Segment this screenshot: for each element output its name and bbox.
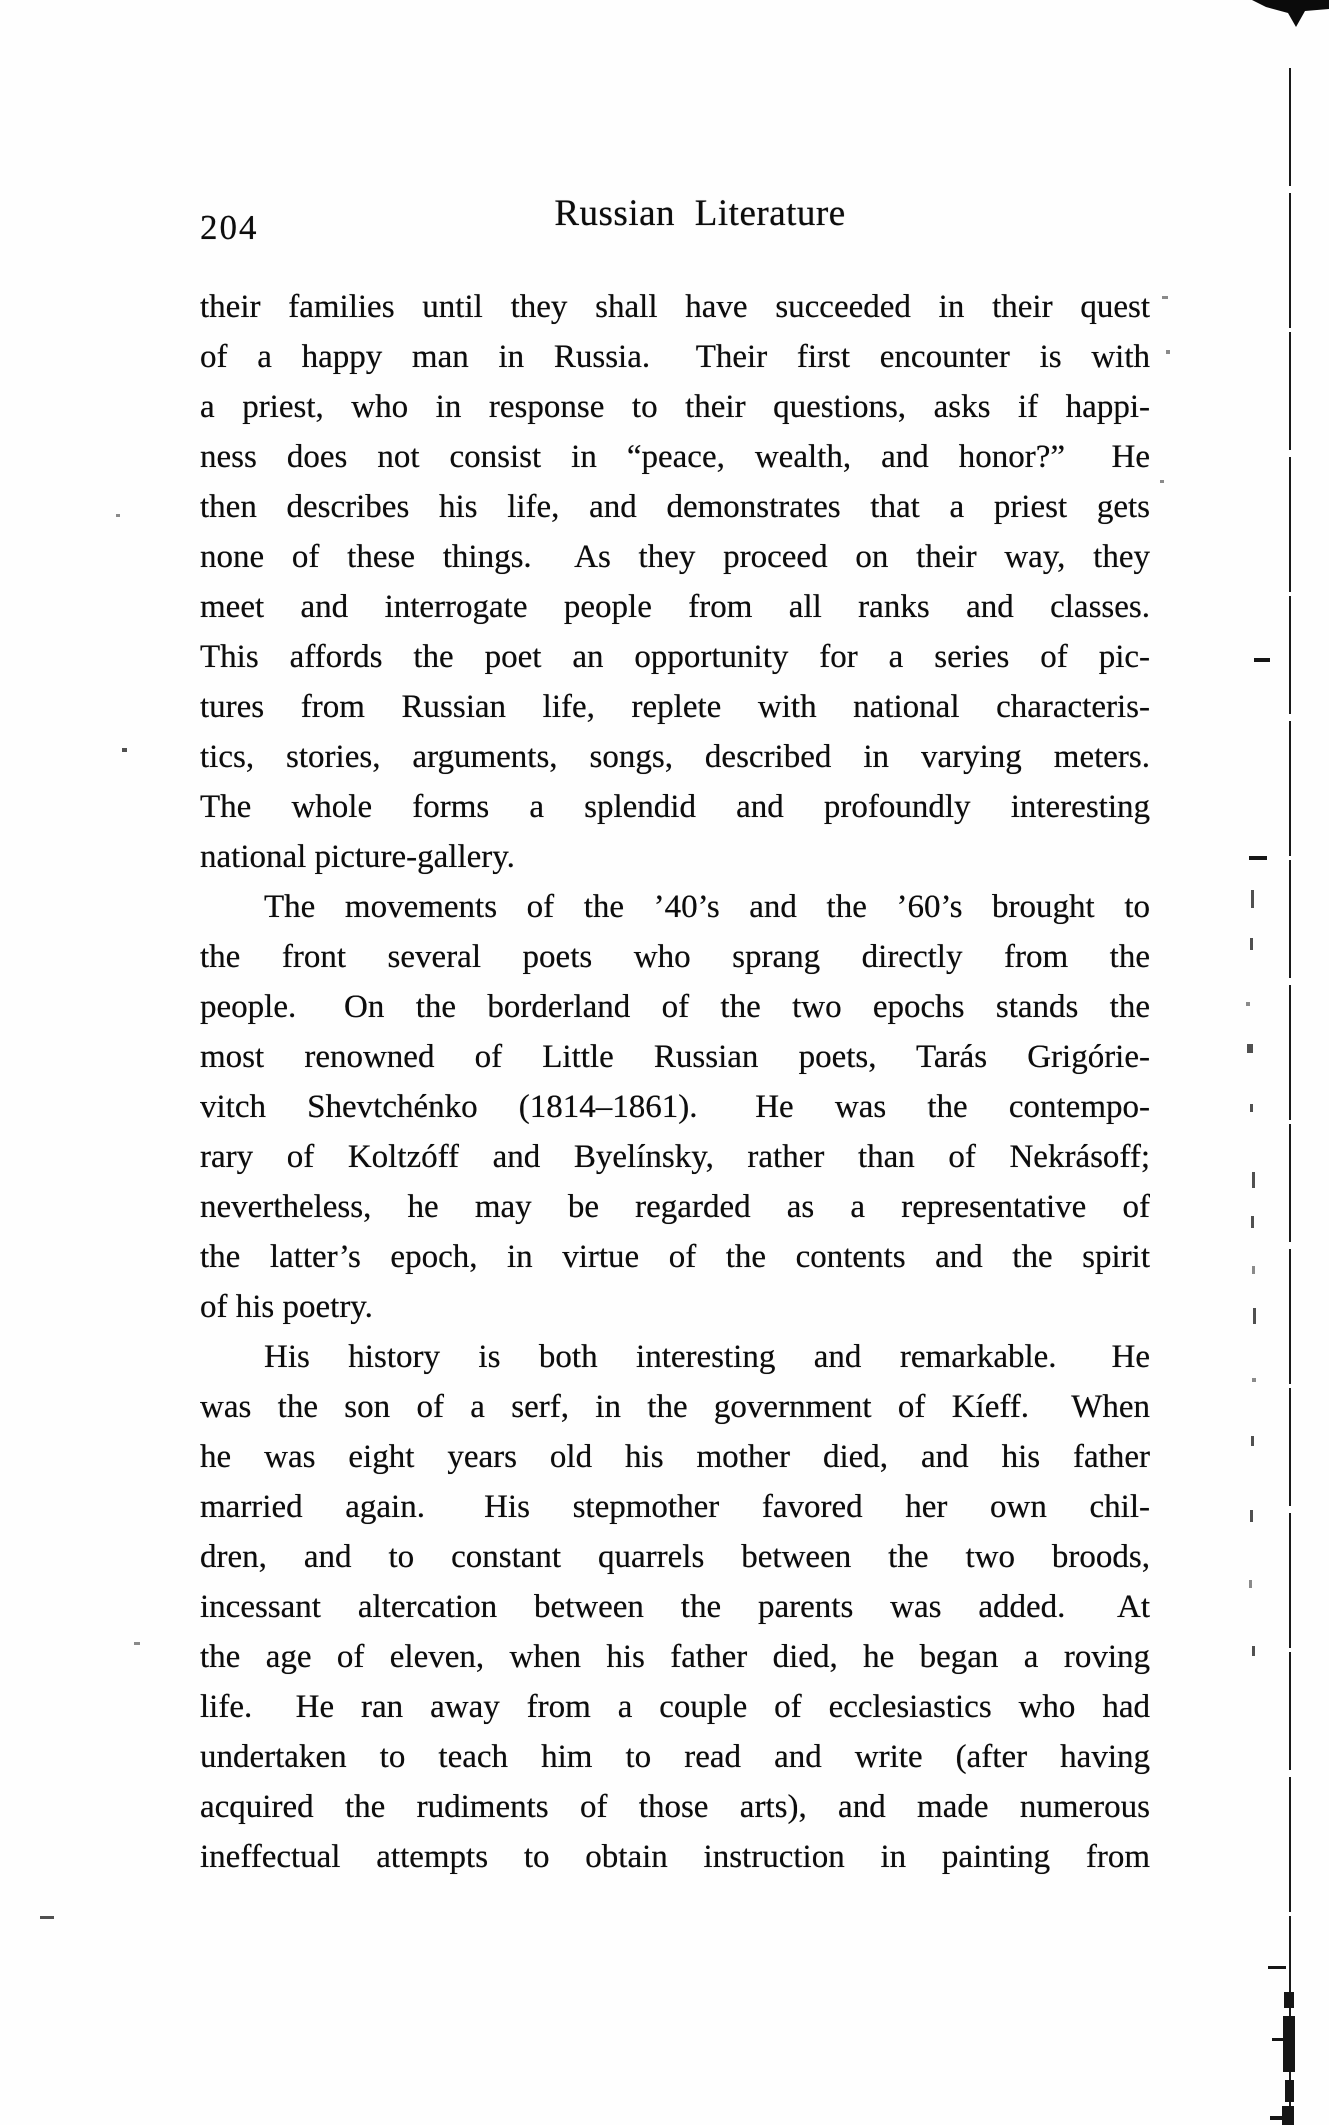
- scan-edge-line: [1289, 68, 1291, 2125]
- text-line: The movements of the ’40’s and the ’60’s brought to: [264, 889, 1150, 925]
- scan-artifact: [1166, 350, 1170, 354]
- scan-artifact: [1249, 856, 1267, 860]
- scan-artifact: [1160, 480, 1164, 483]
- text-line: most renowned of Little Russian poets, Tarás Grigórie-: [200, 1039, 1150, 1075]
- running-header: Russian Literature: [554, 193, 846, 234]
- text-line: ineffectual attempts to obtain instruction in painting from: [200, 1839, 1150, 1875]
- text-line: married again. His stepmother favored her own chil-: [200, 1489, 1150, 1525]
- scan-artifact: [122, 748, 127, 752]
- text-line: His history is both interesting and remarkable. He: [264, 1339, 1150, 1375]
- text-line: tures from Russian life, replete with national characteris-: [200, 689, 1150, 725]
- scan-artifact: [1251, 1216, 1254, 1228]
- scan-artifact: [1247, 1044, 1253, 1053]
- text-line: life. He ran away from a couple of ecclesiastics who had: [200, 1689, 1150, 1725]
- scan-artifact: [1254, 658, 1270, 662]
- text-line: the latter’s epoch, in virtue of the contents and the spirit: [200, 1239, 1150, 1275]
- scan-artifact: [1252, 1172, 1255, 1188]
- scan-artifact: [1250, 938, 1253, 950]
- scan-artifact: [1250, 1104, 1253, 1112]
- scan-artifact: [1268, 1966, 1286, 1969]
- text-line: undertaken to teach him to read and write (after having: [200, 1739, 1150, 1775]
- text-line: acquired the rudiments of those arts), and made numerous: [200, 1789, 1150, 1825]
- scan-artifact: [1252, 1378, 1256, 1382]
- text-line: ness does not consist in “peace, wealth, and honor?” He: [200, 439, 1150, 475]
- text-line: national picture-gallery.: [200, 839, 515, 875]
- scan-artifact: [134, 1642, 140, 1645]
- scan-corner-wedge: [0, 0, 1329, 40]
- text-line: the front several poets who sprang directly from the: [200, 939, 1150, 975]
- text-line: none of these things. As they proceed on their way, they: [200, 539, 1150, 575]
- text-line: vitch Shevtchénko (1814–1861). He was the contempo-: [200, 1089, 1150, 1125]
- text-body: [200, 282, 1150, 1882]
- text-line: dren, and to constant quarrels between the two broods,: [200, 1539, 1150, 1575]
- scan-artifact: [40, 1916, 54, 1919]
- page-number: 204: [200, 208, 259, 247]
- scan-artifact: [116, 514, 120, 517]
- text-line: of a happy man in Russia. Their first encounter is with: [200, 339, 1150, 375]
- text-line: The whole forms a splendid and profoundly interesting: [200, 789, 1150, 825]
- scan-artifact: [1251, 890, 1254, 908]
- scan-artifact: [1270, 2116, 1286, 2120]
- text-line: people. On the borderland of the two epochs stands the: [200, 989, 1150, 1025]
- scan-artifact: [1272, 2038, 1287, 2041]
- text-line: meet and interrogate people from all ranks and classes.: [200, 589, 1150, 625]
- scan-artifact: [1246, 1002, 1250, 1006]
- text-line: This affords the poet an opportunity for a series of pic-: [200, 639, 1150, 675]
- scan-artifact: [1285, 2080, 1294, 2102]
- scan-artifact: [1252, 1266, 1255, 1274]
- text-line: incessant altercation between the parents was added. At: [200, 1589, 1150, 1625]
- text-line: then describes his life, and demonstrates that a priest gets: [200, 489, 1150, 525]
- scan-artifact: [1250, 1510, 1253, 1522]
- scan-artifact: [1252, 1646, 1255, 1656]
- scan-artifact: [1253, 1308, 1256, 1324]
- text-line: nevertheless, he may be regarded as a representative of: [200, 1189, 1150, 1225]
- text-line: of his poetry.: [200, 1289, 373, 1325]
- text-line: rary of Koltzóff and Byelínsky, rather than of Nekrásoff;: [200, 1139, 1150, 1175]
- text-line: he was eight years old his mother died, and his father: [200, 1439, 1150, 1475]
- scan-artifact: [1162, 296, 1168, 299]
- text-line: the age of eleven, when his father died, he began a roving: [200, 1639, 1150, 1675]
- scan-artifact: [1283, 2016, 1295, 2072]
- text-line: their families until they shall have succeeded in their quest: [200, 289, 1150, 325]
- text-line: a priest, who in response to their questions, asks if happi-: [200, 389, 1150, 425]
- scan-artifact: [1284, 1992, 1294, 2008]
- text-line: tics, stories, arguments, songs, described in varying meters.: [200, 739, 1150, 775]
- scan-artifact: [1251, 1436, 1254, 1446]
- scan-artifact: [1249, 1580, 1252, 1588]
- text-line: was the son of a serf, in the government of Kíeff. When: [200, 1389, 1150, 1425]
